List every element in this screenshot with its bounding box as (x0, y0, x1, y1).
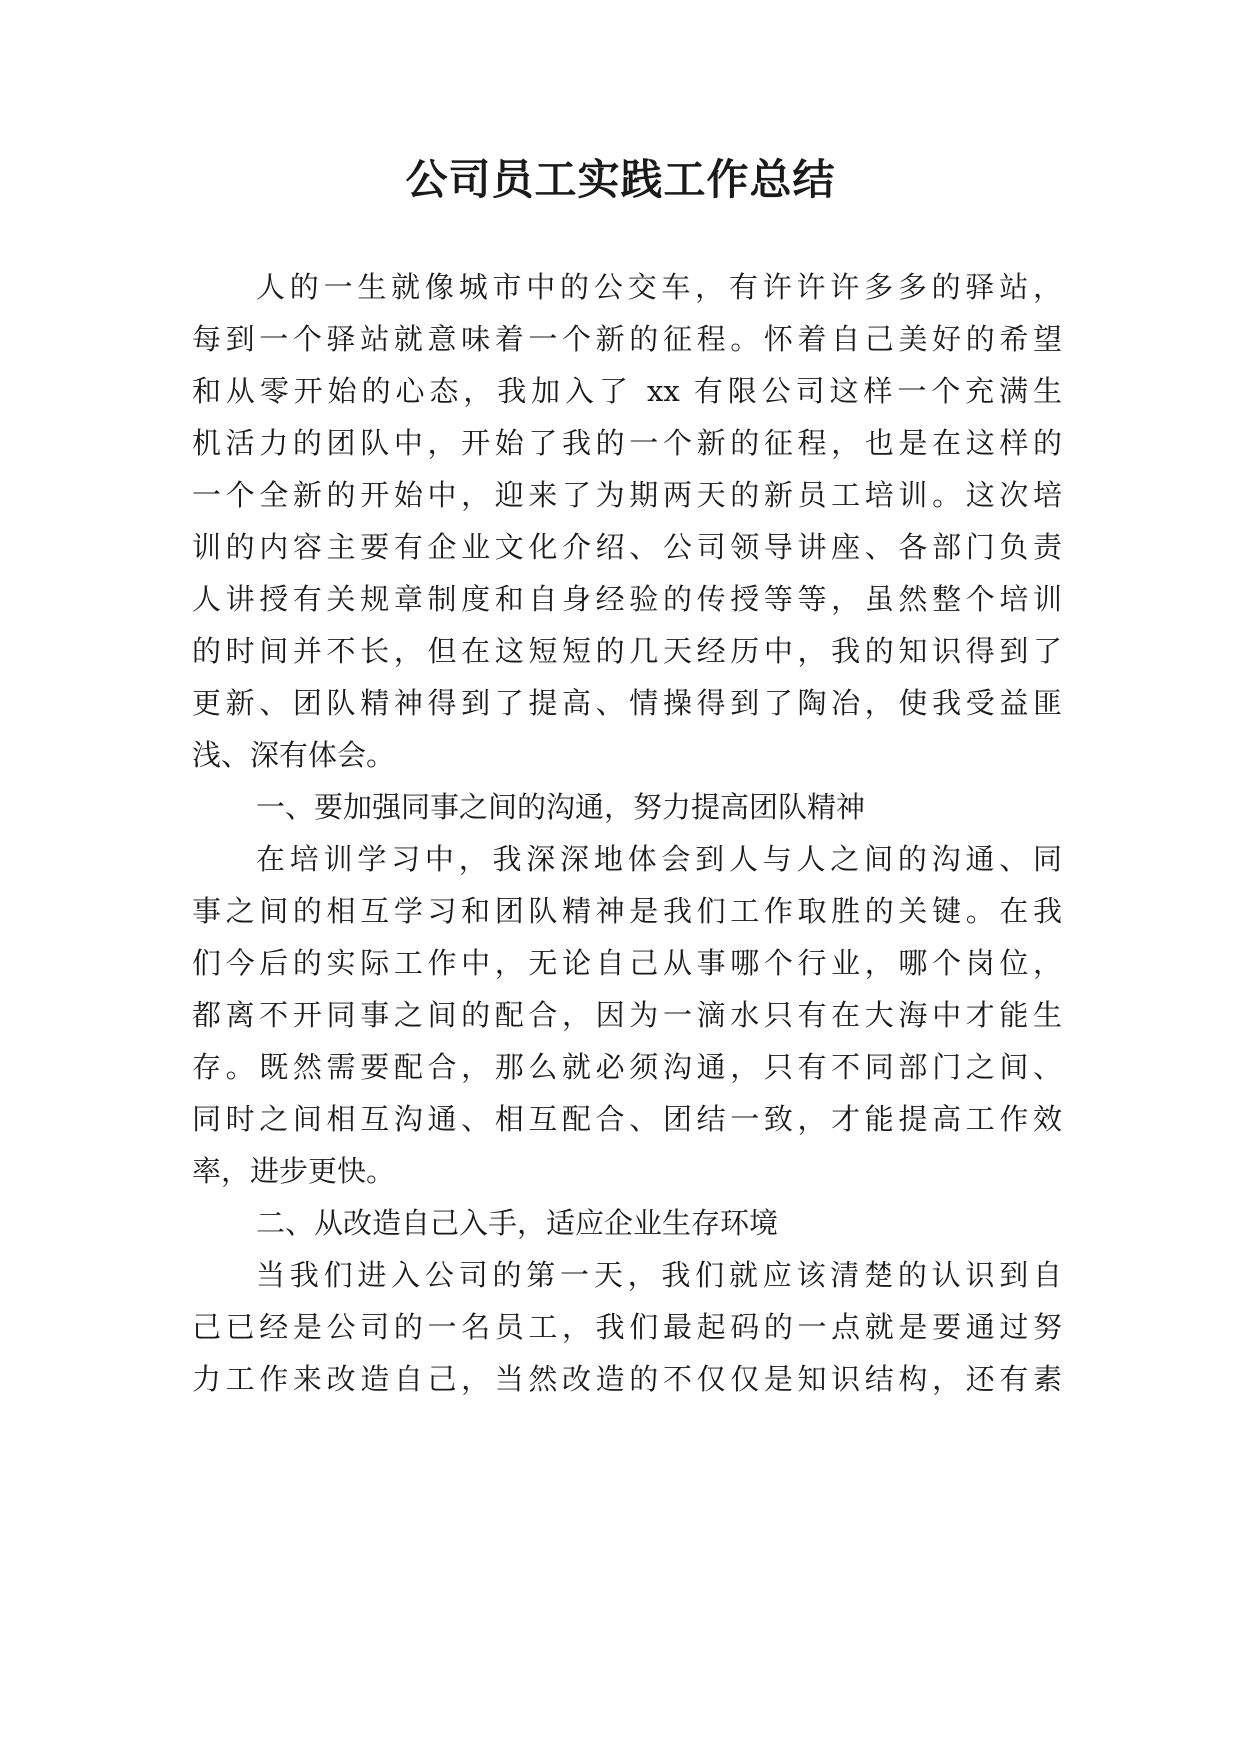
section-heading: 一、要加强同事之间的沟通，努力提高团队精神 (256, 790, 866, 824)
body-text-line: 力工作来改造自己，当然改造的不仅仅是知识结构，还有素 (192, 1362, 1062, 1396)
body-text-line: 的时间并不长，但在这短短的几天经历中，我的知识得到了 (192, 634, 1062, 668)
document-title: 公司员工实践工作总结 (405, 155, 836, 204)
body-text-line: 当我们进入公司的第一天，我们就应该清楚的认识到自 (256, 1258, 1062, 1292)
body-text-line: 浅、深有体会。 (192, 738, 396, 772)
body-text-line: 存。既然需要配合，那么就必须沟通，只有不同部门之间、 (192, 1050, 1062, 1084)
body-text-line: 们今后的实际工作中，无论自己从事哪个行业，哪个岗位， (192, 946, 1062, 980)
body-text-line: 和从零开始的心态，我加入了 xx 有限公司这样一个充满生 (192, 374, 1062, 408)
body-text-line: 己已经是公司的一名员工，我们最起码的一点就是要通过努 (192, 1310, 1062, 1344)
body-text-line: 都离不开同事之间的配合，因为一滴水只有在大海中才能生 (192, 998, 1062, 1032)
body-text-line: 人的一生就像城市中的公交车，有许许许多多的驿站， (256, 270, 1062, 304)
body-text-line: 机活力的团队中，开始了我的一个新的征程，也是在这样的 (192, 426, 1062, 460)
body-text-line: 率，进步更快。 (192, 1154, 396, 1188)
body-text-line: 事之间的相互学习和团队精神是我们工作取胜的关键。在我 (192, 894, 1062, 928)
body-text-line: 每到一个驿站就意味着一个新的征程。怀着自己美好的希望 (192, 322, 1062, 356)
section-heading: 二、从改造自己入手，适应企业生存环境 (256, 1206, 779, 1240)
body-text-line: 更新、团队精神得到了提高、情操得到了陶冶，使我受益匪 (192, 686, 1062, 720)
body-text-line: 训的内容主要有企业文化介绍、公司领导讲座、各部门负责 (192, 530, 1062, 564)
body-text-line: 在培训学习中，我深深地体会到人与人之间的沟通、同 (256, 842, 1062, 876)
body-text-line: 一个全新的开始中，迎来了为期两天的新员工培训。这次培 (192, 478, 1062, 512)
body-text-line: 同时之间相互沟通、相互配合、团结一致，才能提高工作效 (192, 1102, 1062, 1136)
body-text-line: 人讲授有关规章制度和自身经验的传授等等，虽然整个培训 (192, 582, 1062, 616)
